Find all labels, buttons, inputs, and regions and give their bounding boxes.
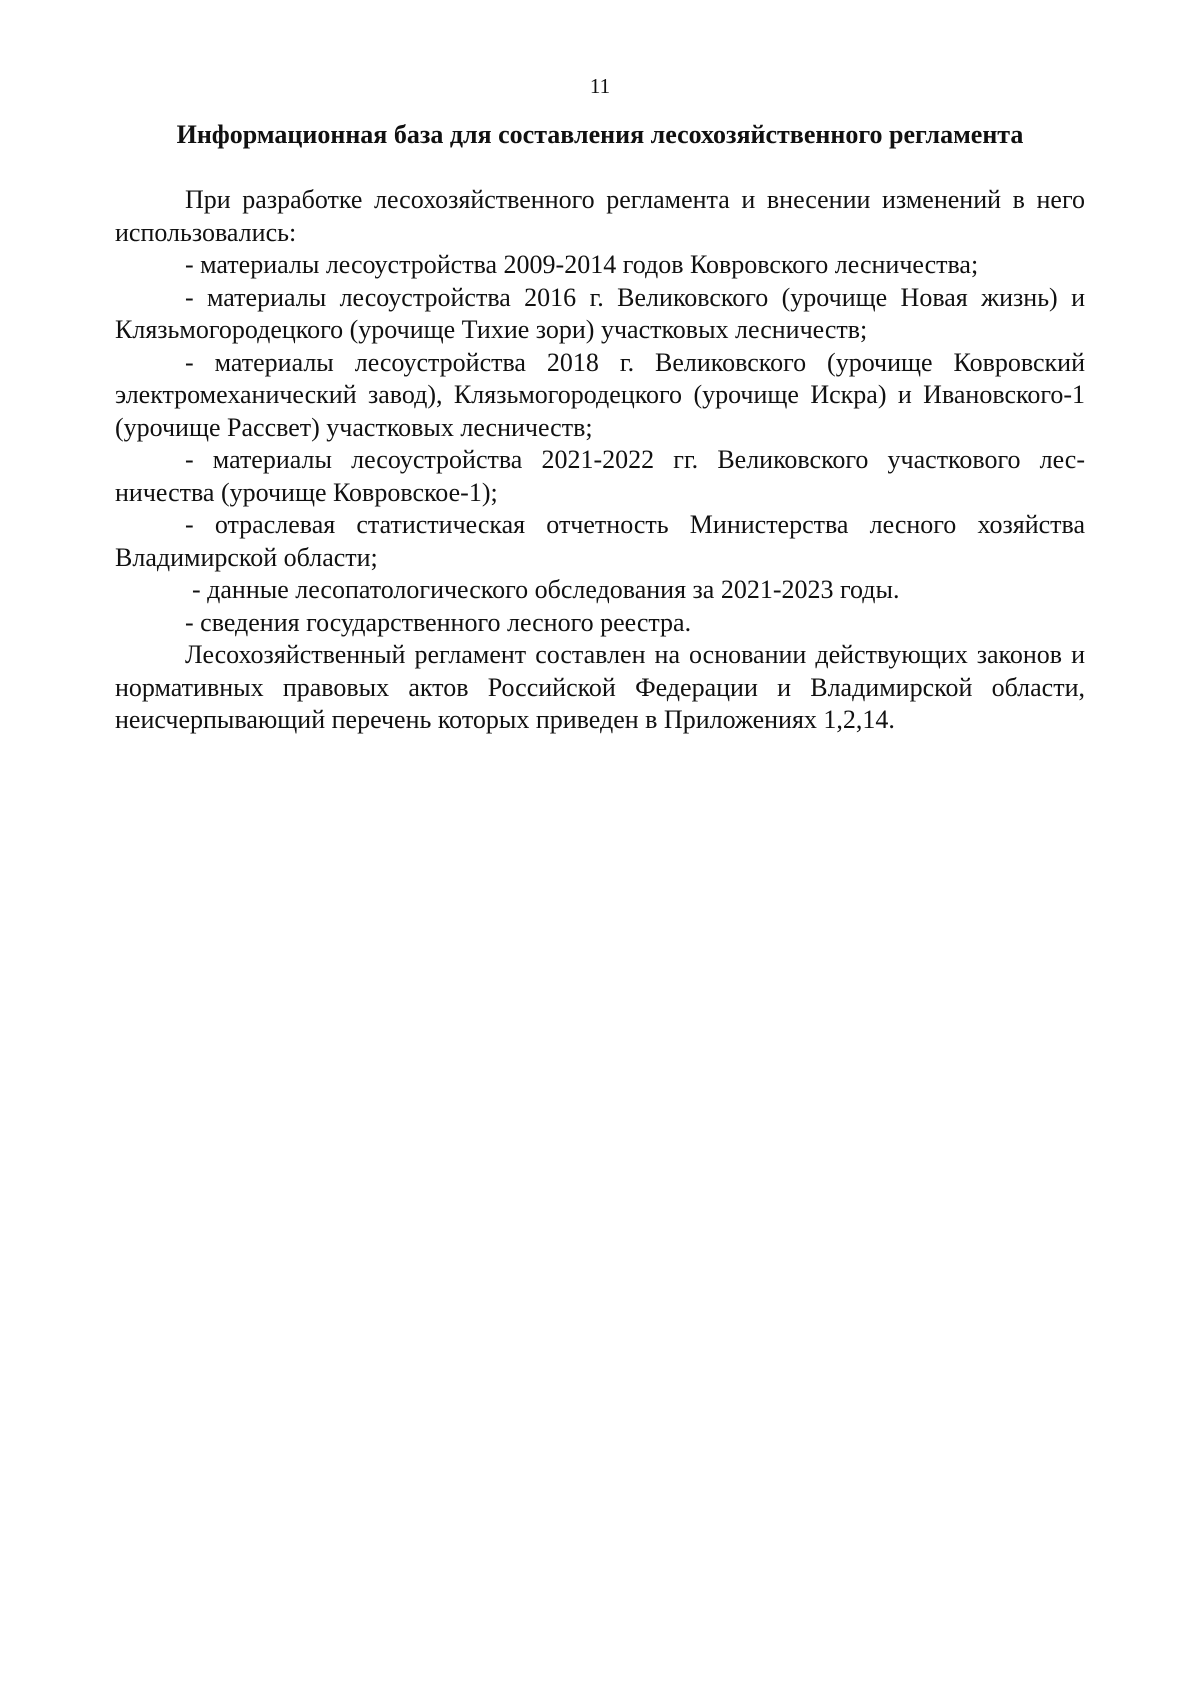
list-item-forest-inventory-2021-2022: - материалы лесоустройства 2021-2022 гг. Великовского участкового лесничества (урочище Ковровское-1); [115, 445, 1085, 507]
list-item-statistical-reporting: - отраслевая статистическая отчетность Министерства лесного хозяйства Владимирской области; [115, 510, 1085, 572]
intro-paragraph: При разработке лесохозяйственного регламента и внесении изменений в него использовались: [115, 185, 1085, 247]
list-item-forest-inventory-2018: - материалы лесоустройства 2018 г. Великовского (урочище Ковровский электромеханический завод), Клязьмогородецкого (урочище Искра) и Ивановского-1 (урочище Рассвет) участковых лесничеств; [115, 347, 1085, 442]
section-title: Информационная база для составления лесохозяйственного регламента [176, 120, 1024, 149]
list-item-forest-inventory-2009-2014: - материалы лесоустройства 2009-2014 годов Ковровского лесничества; [185, 250, 979, 279]
list-item-forest-pathology-survey: - данные лесопатологического обследования за 2021-2023 годы. [192, 575, 900, 604]
list-item-forest-inventory-2016: - материалы лесоустройства 2016 г. Великовского (урочище Новая жизнь) и Клязьмогородецкого (урочище Тихие зори) участковых лесничеств; [115, 282, 1085, 344]
page-number: 11 [589, 74, 611, 98]
document-body [115, 184, 1085, 737]
closing-paragraph: Лесохозяйственный регламент составлен на основании действующих законов и нормативных правовых актов Российской Федерации и Владимирской области, неисчерпывающий перечень которых приведен в Приложениях 1,2,14. [115, 640, 1085, 734]
list-item-state-forest-register: - сведения государственного лесного реестра. [185, 607, 692, 637]
